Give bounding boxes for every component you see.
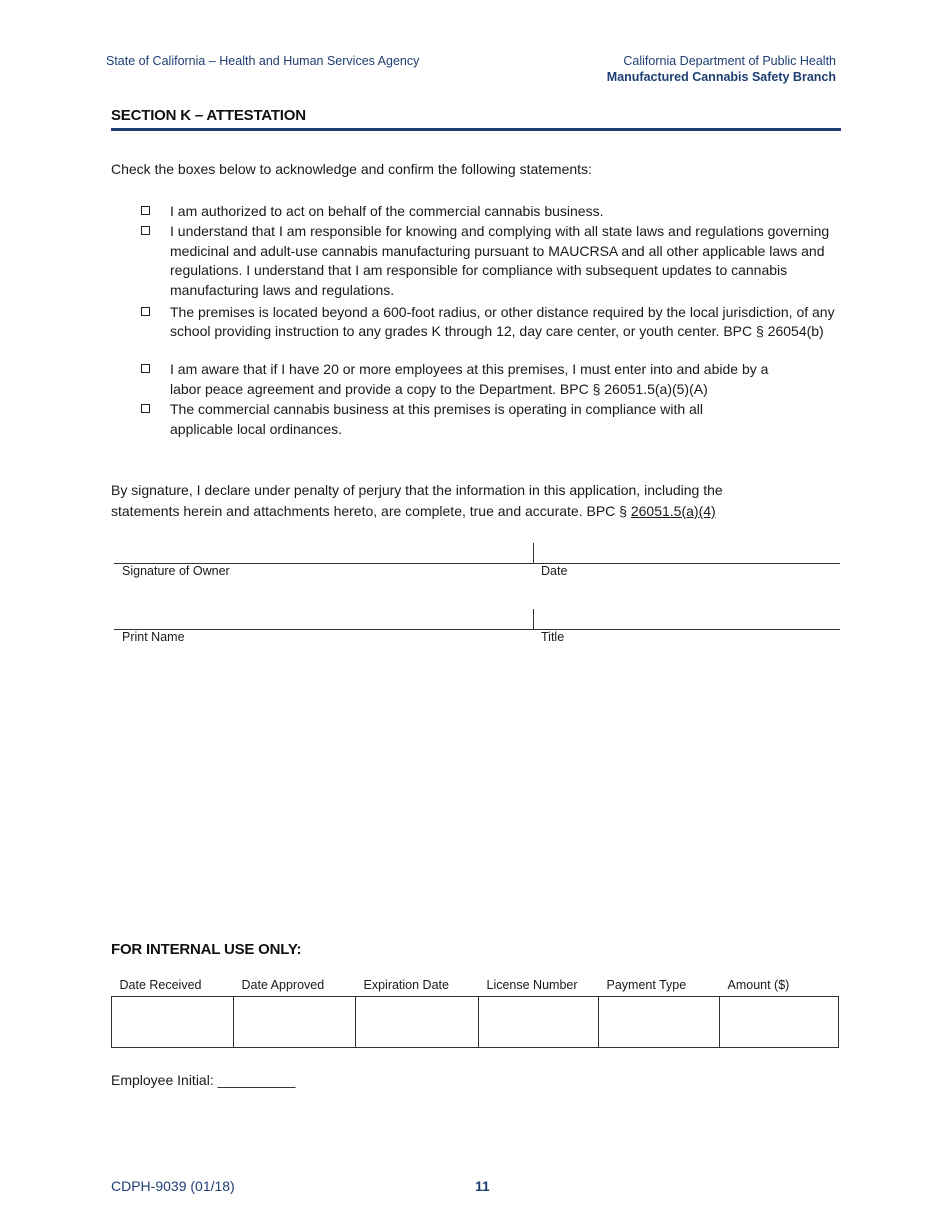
statement-text: The commercial cannabis business at this premises is operating in compliance with all applicable local ordinances. — [170, 401, 704, 437]
employee-initial-label: Employee Initial: — [111, 1072, 214, 1088]
date-received-cell[interactable] — [112, 997, 234, 1048]
statement-text: I understand that I am responsible for knowing and complying with all state laws and regulations governing medicinal and adult-use cannabis manufacturing pursuant to MAUCRSA and all other applicable laws and regulations. I understand that I am responsible for compliance with subsequent updates to cannabis manufacturing laws and regulations. — [170, 223, 830, 298]
header-department: California Department of Public Health — [623, 54, 836, 68]
form-id: CDPH-9039 (01/18) — [111, 1178, 235, 1194]
statement-text: The premises is located beyond a 600-foot radius, or other distance required by the local jurisdiction, of any school providing instruction to any grades K through 12, day care center, or youth center. BPC § 26054(b) — [170, 304, 835, 339]
statement-item — [140, 400, 840, 440]
statement-item — [140, 303, 840, 361]
title-label: Title — [541, 630, 565, 644]
column-header: Expiration Date — [363, 978, 449, 992]
date-approved-cell[interactable] — [234, 997, 356, 1048]
internal-use-title: FOR INTERNAL USE ONLY: — [111, 941, 302, 958]
bpc-reference-link[interactable]: 26051.5(a)(4) — [630, 503, 716, 519]
section-title: SECTION K – ATTESTATION — [111, 107, 306, 124]
page-number: 11 — [475, 1178, 490, 1194]
print-name-line[interactable] — [114, 629, 840, 630]
statement-checkbox[interactable] — [141, 307, 150, 316]
column-header: Date Approved — [241, 978, 325, 992]
header-branch: Manufactured Cannabis Safety Branch — [606, 70, 836, 84]
print-name-label: Print Name — [122, 630, 185, 644]
statement-text: I am aware that if I have 20 or more employees at this premises, I must enter into and abide by a labor peace agreement and provide a copy to the Department. BPC § 26051.5(a)(5)(A) — [170, 361, 769, 397]
internal-use-table — [111, 978, 839, 1048]
perjury-declaration — [111, 480, 791, 522]
section-divider — [111, 128, 841, 131]
declaration-text: By signature, I declare under penalty of perjury that the information in this application, including the statements herein and attachments hereto, are complete, true and accurate. BPC § — [111, 482, 723, 519]
date-label: Date — [541, 564, 568, 578]
amount-cell[interactable] — [720, 997, 839, 1048]
name-title-divider — [533, 609, 534, 630]
column-header: Date Received — [119, 978, 202, 992]
employee-initial-field[interactable]: __________ — [217, 1072, 296, 1088]
expiration-date-cell[interactable] — [356, 997, 479, 1048]
attestation-intro: Check the boxes below to acknowledge and confirm the following statements: — [111, 161, 592, 177]
employee-initial — [111, 1070, 295, 1090]
statement-checkbox[interactable] — [141, 404, 150, 413]
column-header: Payment Type — [606, 978, 687, 992]
statement-checkbox[interactable] — [141, 206, 150, 215]
statement-text: I am authorized to act on behalf of the commercial cannabis business. — [170, 203, 604, 219]
signature-owner-label: Signature of Owner — [122, 564, 230, 578]
statement-item — [140, 222, 840, 302]
statement-item — [140, 360, 840, 400]
header-agency: State of California – Health and Human Services Agency — [106, 54, 420, 68]
column-header: Amount ($) — [727, 978, 790, 992]
payment-type-cell[interactable] — [599, 997, 720, 1048]
statement-checkbox[interactable] — [141, 364, 150, 373]
column-header: License Number — [486, 978, 578, 992]
statement-item — [140, 202, 840, 222]
statement-checkbox[interactable] — [141, 226, 150, 235]
signature-date-divider — [533, 543, 534, 564]
license-number-cell[interactable] — [479, 997, 599, 1048]
